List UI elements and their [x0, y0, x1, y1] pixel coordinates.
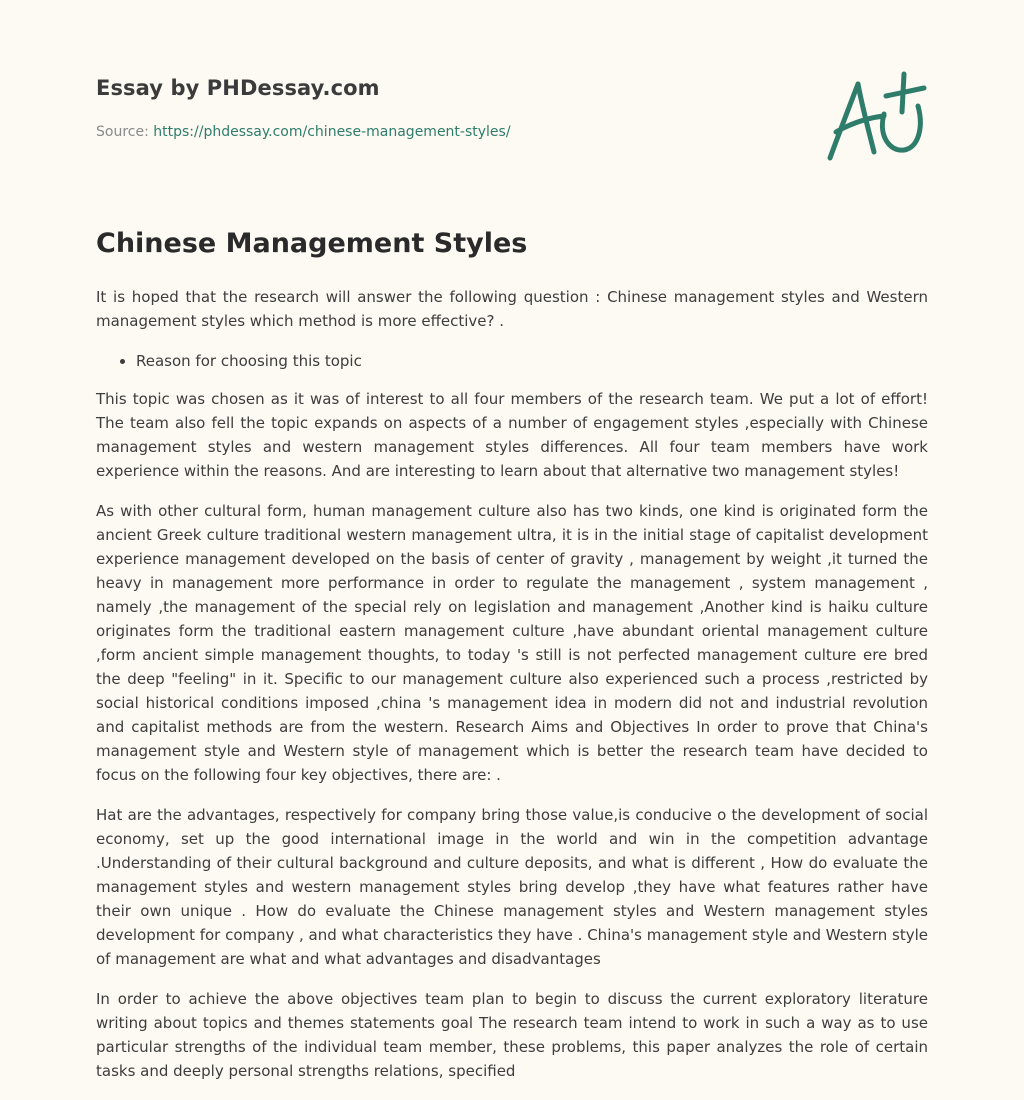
body-paragraph: Hat are the advantages, respectively for company bring those value,is conducive o the development of social economy, set up the good international image in the world and win in the competition advantage .Understanding of their cultural background and culture deposits, and what is different , How do evaluate the management styles and western management styles bring develop ,they have what features rather have their own unique . How do evaluate the Chinese management styles and Western management styles development for company , and what characteristics they have . China's management style and Western style of management are what and what advantages and disadvantages [96, 806, 928, 968]
bullet-item: • Reason for choosing this topic [136, 349, 928, 373]
body-paragraph: In order to achieve the above objectives team plan to begin to discuss the current exploratory literature writing about topics and themes statements goal The research team intend to work in such a way as to use particular strengths of the individual team member, these problems, this paper analyzes the role of certain tasks and deeply personal strengths relations, specified [96, 990, 928, 1080]
essay-body [96, 285, 928, 1099]
site-title: Essay by PHDessay.com [96, 76, 380, 100]
intro-paragraph: It is hoped that the research will answer the following question : Chinese management styles and Western management styles which method is more effective? . [96, 288, 928, 330]
bullet-list [96, 349, 928, 373]
body-paragraph: This topic was chosen as it was of interest to all four members of the research team. We put a lot of effort! The team also fell the topic expands on aspects of a number of engagement styles ,especially with Chinese management styles and western management styles differences. All four team members have work experience within the reasons. And are interesting to learn about that alternative two management styles! [96, 390, 928, 480]
source-line [96, 124, 511, 140]
body-paragraph: As with other cultural form, human management culture also has two kinds, one kind is originated form the ancient Greek culture traditional western management ultra, it is in the initial stage of capitalist development experience management developed on the basis of center of gravity , management by weight ,it turned the heavy in management more performance in order to regulate the management , system management , namely ,the management of the special rely on legislation and management ,Another kind is haiku culture originates form the traditional eastern management culture ,have abundant oriental management culture ,form ancient simple management thoughts, to today 's still is not perfected management culture ere bred the deep "feeling" in it. Specific to our management culture also experienced such a process ,restricted by social historical conditions imposed ,china 's management idea in modern did not and industrial revolution and capitalist methods are from the western. Research Aims and Objectives In order to prove that China's management style and Western style of management which is better the research team have decided to focus on the following four key objectives, there are: . [96, 502, 928, 784]
essay-title: Chinese Management Styles [96, 228, 528, 259]
source-link[interactable]: https://phdessay.com/chinese-management-styles/ [153, 124, 511, 140]
a-plus-logo-icon [820, 66, 930, 166]
source-label: Source: [96, 124, 149, 140]
